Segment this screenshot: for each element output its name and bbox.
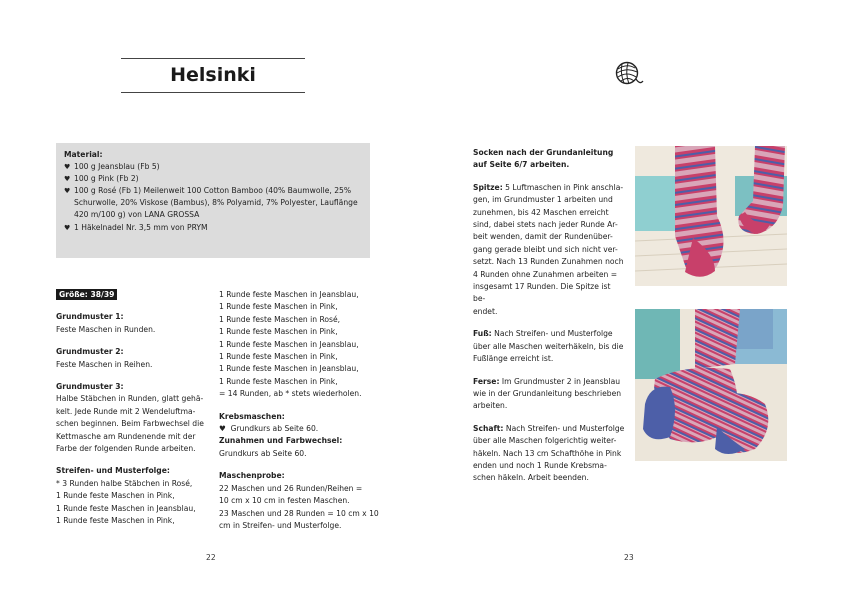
- round-line: 1 Runde feste Maschen in Jeansblau,: [219, 339, 359, 349]
- ferse-line: arbeiten.: [473, 401, 508, 411]
- ferse-heading: Ferse:: [473, 376, 500, 386]
- material-item: ♥ 100 g Rosé (Fb 1) Meilenweit 100 Cotton Bamboo (40% Baumwolle, 25% Schurwolle, 20% Viskose (Bambus), 8% Polyamid, 7% Polyester, Lauflänge 420 m/100 g) von LANA GROSSA: [64, 185, 362, 221]
- gm1-text: Feste Maschen in Runden.: [56, 324, 156, 334]
- page-number-left: 22: [206, 553, 216, 562]
- heart-icon: ♥: [64, 223, 71, 232]
- heart-icon: ♥: [219, 424, 231, 434]
- ferse-line: Ferse: Im Grundmuster 2 in Jeansblau: [473, 376, 621, 386]
- size-tag: Größe: 38/39: [56, 289, 117, 300]
- page-title: Helsinki: [170, 64, 256, 86]
- intro-line: Socken nach der Grundanleitung: [473, 148, 614, 157]
- stripe-line: 1 Runde feste Maschen in Pink,: [56, 516, 175, 526]
- title-frame: [121, 58, 305, 93]
- sock-photo-bottom: [635, 309, 787, 461]
- sock-photo-top: [635, 146, 787, 286]
- stripe-line: 1 Runde feste Maschen in Pink,: [56, 491, 175, 501]
- zunahmen-text: Grundkurs ab Seite 60.: [219, 448, 307, 458]
- zunahmen-heading: Zunahmen und Farbwechsel:: [219, 436, 343, 446]
- stripe-line: 1 Runde feste Maschen in Jeansblau,: [56, 503, 196, 513]
- gm2-heading: Grundmuster 2:: [56, 347, 124, 357]
- round-line: 1 Runde feste Maschen in Jeansblau,: [219, 364, 359, 374]
- krebs-heading: Krebsmaschen:: [219, 411, 285, 421]
- heart-icon: ♥: [64, 187, 71, 196]
- gm3-line: kelt. Jede Runde mit 2 Wendeluftma-: [56, 406, 196, 416]
- round-line: 1 Runde feste Maschen in Rosé,: [219, 314, 341, 324]
- heart-icon: ♥: [64, 163, 71, 172]
- krebs-text: ♥ Grundkurs ab Seite 60.: [219, 424, 319, 434]
- spitze-heading: Spitze:: [473, 182, 503, 192]
- gm3-line: Halbe Stäbchen in Runden, glatt gehä-: [56, 394, 204, 404]
- heart-icon: ♥: [64, 175, 71, 184]
- material-item: ♥ 1 Häkelnadel Nr. 3,5 mm von PRYM: [64, 222, 362, 234]
- intro-line: auf Seite 6/7 arbeiten.: [473, 160, 570, 170]
- schaft-line: Schaft: Nach Streifen- und Musterfolge: [473, 423, 625, 433]
- probe-heading: Maschenprobe:: [219, 471, 285, 481]
- left-column: [56, 289, 216, 528]
- spitze-line: insgesamt 17 Runden. Die Spitze ist be-: [473, 282, 611, 304]
- round-line: = 14 Runden, ab * stets wiederholen.: [219, 389, 362, 399]
- round-line: 1 Runde feste Maschen in Pink,: [219, 327, 338, 337]
- stripe-line: * 3 Runden halbe Stäbchen in Rosé,: [56, 478, 193, 488]
- spitze-line: Spitze: 5 Luftmaschen in Pink anschla-: [473, 182, 624, 192]
- probe-line: 22 Maschen und 26 Runden/Reihen =: [219, 483, 363, 493]
- instructions-column: [473, 147, 625, 485]
- schaft-line: über alle Maschen folgerichtig weiter-: [473, 436, 617, 446]
- gm3-heading: Grundmuster 3:: [56, 382, 124, 392]
- spitze-line: gang gerade bleibt und sich nicht ver-: [473, 244, 618, 254]
- schaft-heading: Schaft:: [473, 423, 504, 433]
- round-line: 1 Runde feste Maschen in Jeansblau,: [219, 290, 359, 299]
- spitze-line: zunehmen, bis 42 Maschen erreicht: [473, 207, 609, 217]
- spitze-line: setzt. Nach 13 Runden Zunahmen noch: [473, 257, 624, 267]
- spitze-line: gen, im Grundmuster 1 arbeiten und: [473, 195, 613, 205]
- fuss-heading: Fuß:: [473, 329, 492, 339]
- material-box: [56, 143, 370, 258]
- fuss-line: Fußlänge erreicht ist.: [473, 354, 554, 364]
- round-line: 1 Runde feste Maschen in Pink,: [219, 352, 338, 362]
- material-item: ♥ 100 g Jeansblau (Fb 5): [64, 161, 362, 173]
- gm3-line: Farbe der folgenden Runde arbeiten.: [56, 444, 196, 454]
- schaft-line: häkeln. Nach 13 cm Schafthöhe in Pink: [473, 448, 622, 458]
- round-line: 1 Runde feste Maschen in Pink,: [219, 302, 338, 312]
- spitze-line: endet.: [473, 306, 498, 316]
- fuss-line: Fuß: Nach Streifen- und Musterfolge: [473, 329, 613, 339]
- gm1-heading: Grundmuster 1:: [56, 312, 124, 322]
- gm3-line: schen beginnen. Beim Farbwechsel die: [56, 419, 204, 429]
- spitze-line: 4 Runden ohne Zunahmen arbeiten =: [473, 269, 618, 279]
- schaft-line: schen häkeln. Arbeit beenden.: [473, 473, 589, 483]
- spitze-line: beit wenden, damit der Rundenüber-: [473, 232, 613, 242]
- probe-line: 23 Maschen und 28 Runden = 10 cm x 10: [219, 508, 379, 518]
- ferse-line: wie in der Grundanleitung beschrieben: [473, 388, 622, 398]
- stripe-heading: Streifen- und Musterfolge:: [56, 466, 170, 476]
- middle-column: [219, 289, 379, 532]
- material-heading: Material:: [64, 150, 103, 159]
- page-number-right: 23: [624, 553, 634, 562]
- probe-line: 10 cm x 10 cm in festen Maschen.: [219, 496, 350, 506]
- gm3-line: Kettmasche am Rundenende mit der: [56, 431, 196, 441]
- spitze-line: sind, dabei stets nach jeder Runde Ar-: [473, 220, 618, 230]
- probe-line: cm in Streifen- und Musterfolge.: [219, 520, 342, 530]
- material-item: ♥ 100 g Pink (Fb 2): [64, 173, 362, 185]
- round-line: 1 Runde feste Maschen in Pink,: [219, 376, 338, 386]
- fuss-line: über alle Maschen weiterhäkeln, bis die: [473, 341, 624, 351]
- yarn-ball-icon: [614, 61, 644, 87]
- schaft-line: enden und noch 1 Runde Krebsma-: [473, 460, 607, 470]
- gm2-text: Feste Maschen in Reihen.: [56, 359, 153, 369]
